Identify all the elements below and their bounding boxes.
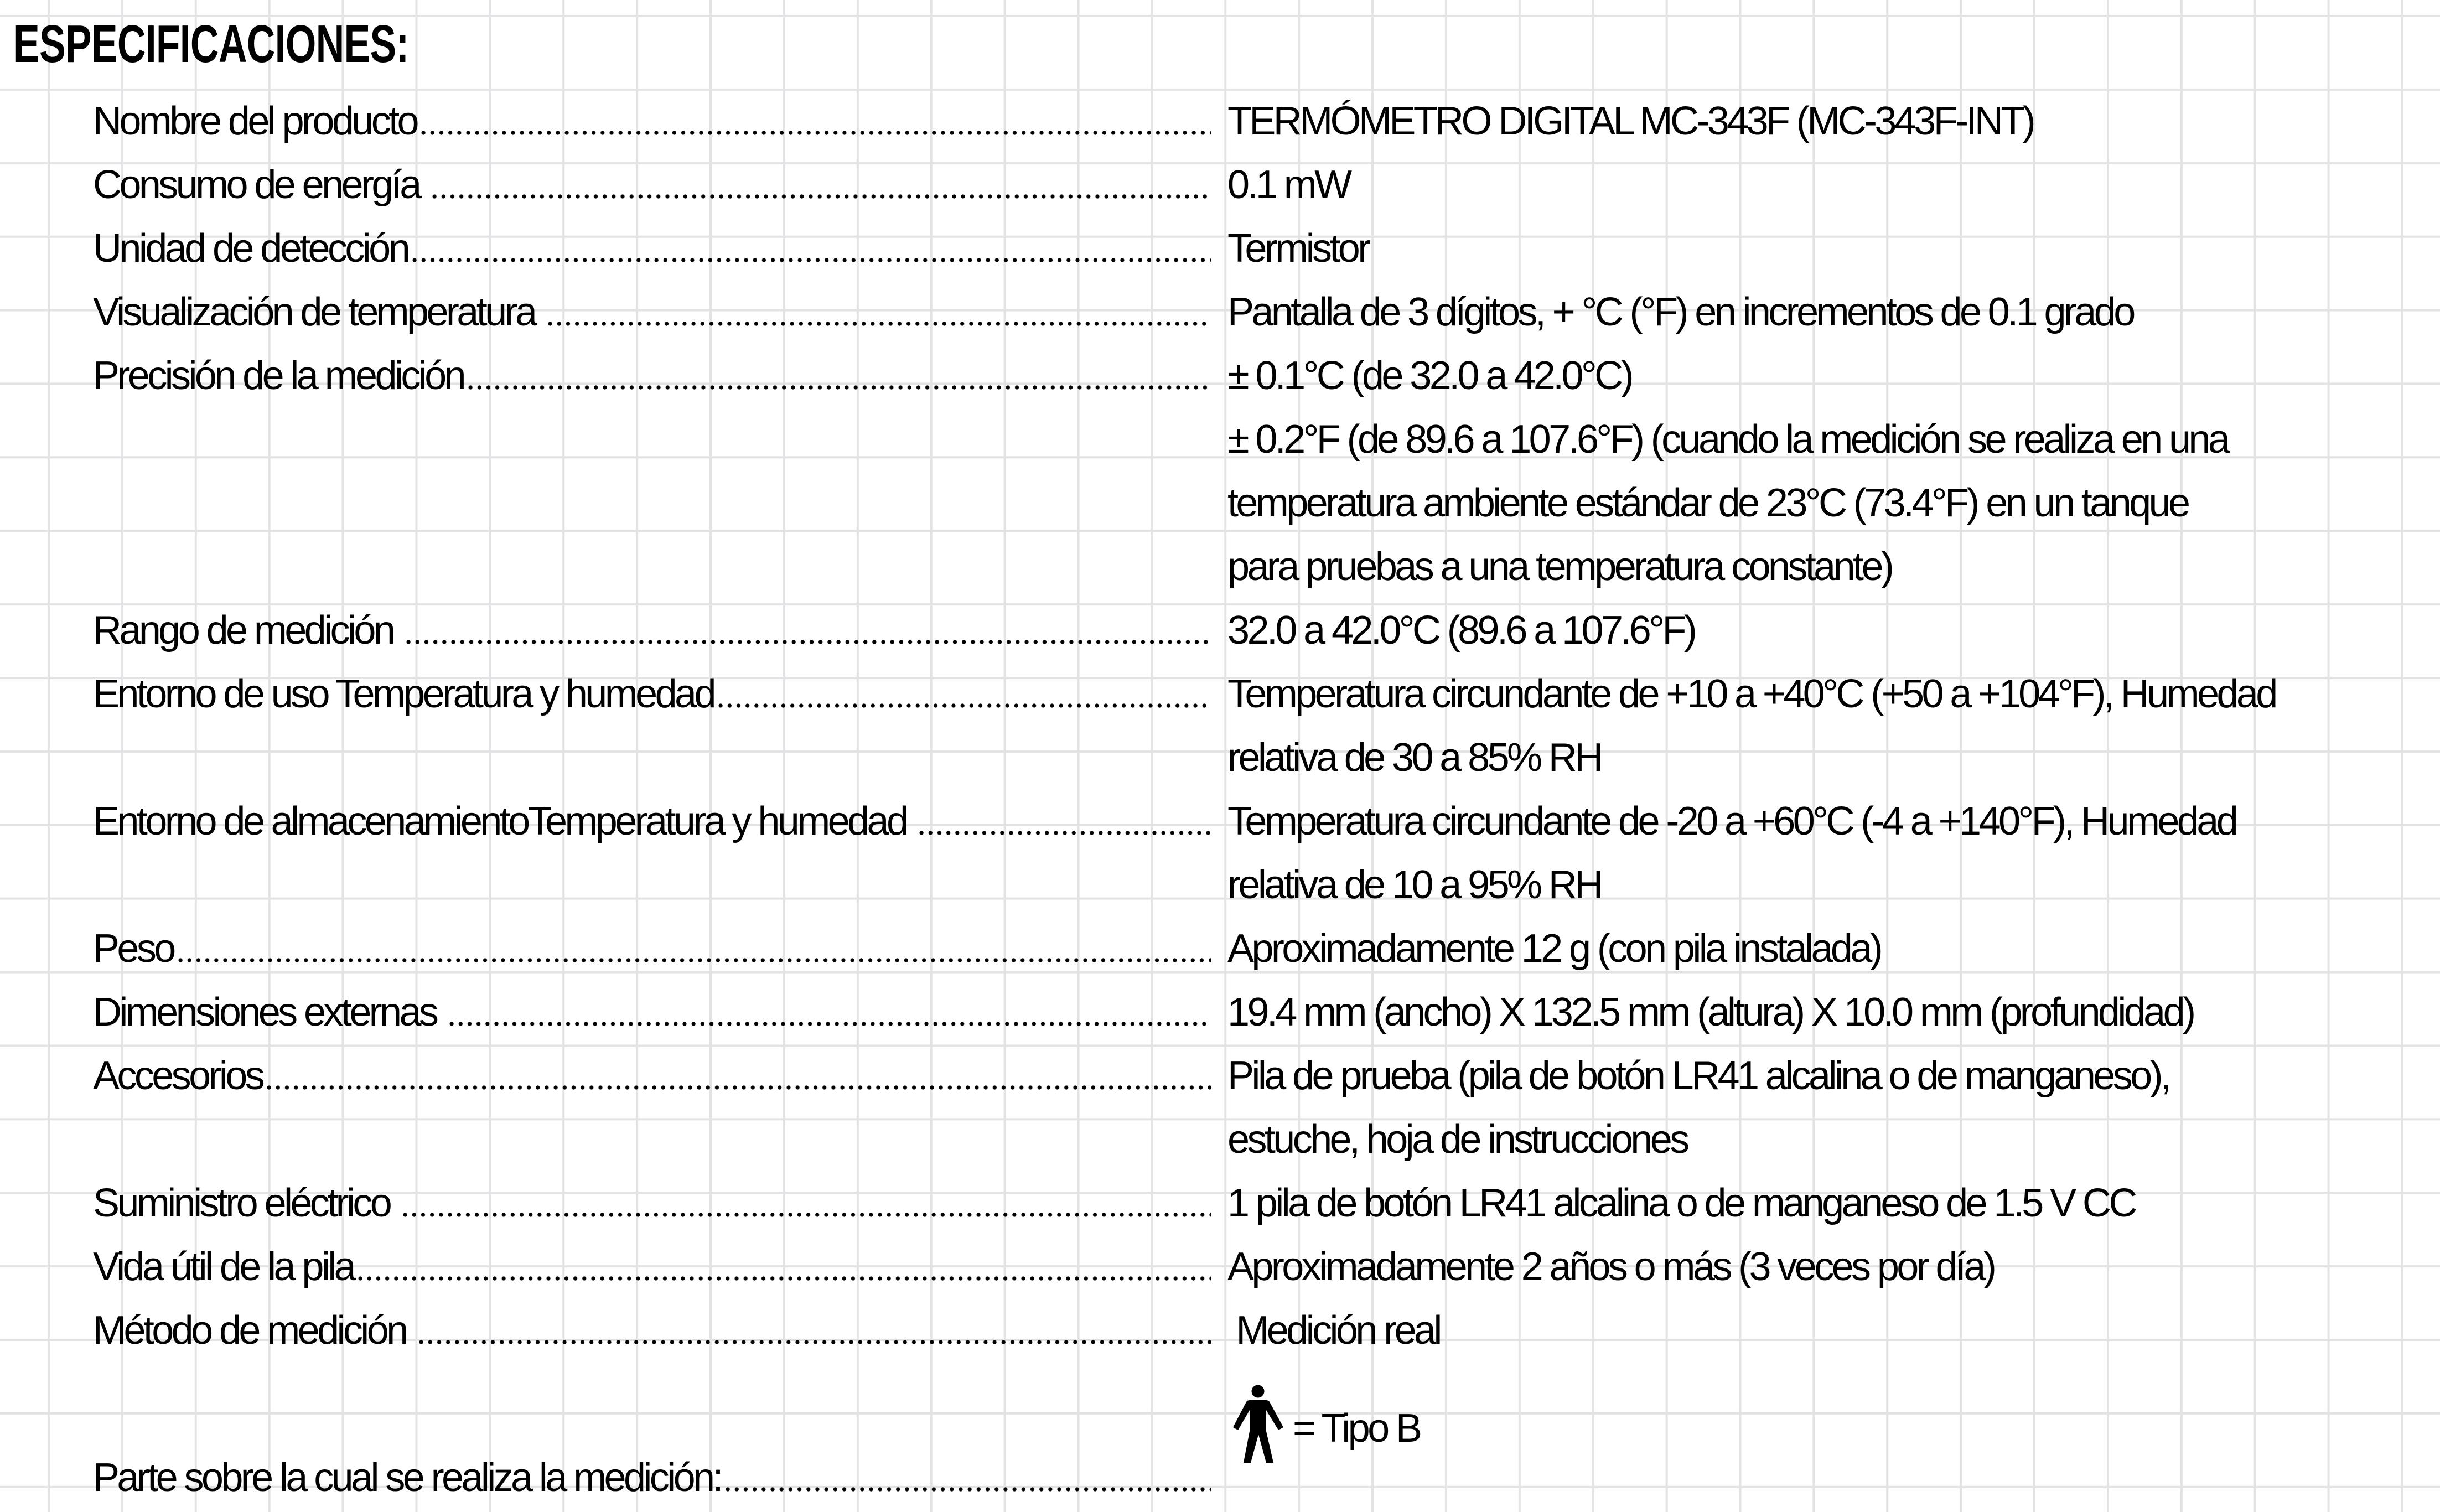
spec-label-wrap: [93, 217, 1211, 281]
spec-value: Pantalla de 3 dígitos, + °C (°F) en incrementos de 0.1 grado: [1227, 290, 2133, 334]
spec-label: Suministro eléctrico: [93, 1181, 398, 1225]
dotted-leader: [917, 790, 1211, 853]
spec-value: Temperatura circundante de -20 a +60°C (-4 a +140°F), Humedad: [1227, 799, 2236, 843]
dotted-leader: [265, 1044, 1211, 1108]
spec-label: Consumo de energía: [93, 163, 428, 207]
spec-label-wrap: [93, 981, 1211, 1044]
spec-label-wrap: [93, 1299, 1211, 1363]
spec-label: Vida útil de la pila: [93, 1245, 354, 1289]
spec-label: Nombre del producto: [93, 99, 417, 143]
dotted-leader: [419, 90, 1211, 153]
spec-row-accessories: [0, 1044, 2440, 1172]
spec-row-storage-environment: [0, 790, 2440, 917]
spec-row-weight: [0, 917, 2440, 981]
spec-value: 19.4 mm (ancho) X 132.5 mm (altura) X 10.0 mm (profundidad): [1227, 990, 2194, 1034]
spec-value: relativa de 10 a 95% RH: [1227, 863, 1601, 907]
spec-label-wrap: [93, 1044, 1211, 1108]
spec-value: 1 pila de botón LR41 alcalina o de manganeso de 1.5 V CC: [1227, 1181, 2135, 1225]
spec-values: [1227, 153, 2439, 217]
spec-value: TERMÓMETRO DIGITAL MC-343F (MC-343F-INT): [1227, 99, 2034, 143]
spec-row-measurement-range: [0, 599, 2440, 662]
spec-value: Termistor: [1227, 226, 1369, 271]
dotted-leader: [410, 217, 1211, 281]
spec-label-wrap: [93, 1446, 1211, 1510]
spec-label-wrap: [93, 790, 1211, 853]
dotted-leader: [176, 917, 1211, 981]
spec-label: Accesorios: [93, 1054, 263, 1098]
spec-values: [1227, 790, 2439, 917]
spec-values: [1227, 217, 2439, 281]
spec-row-power-supply: [0, 1172, 2440, 1235]
spec-values: [1227, 281, 2439, 344]
dotted-leader: [723, 1446, 1211, 1510]
spec-row-temperature-display: [0, 281, 2440, 344]
spec-value: Pila de prueba (pila de botón LR41 alcalina o de manganeso),: [1227, 1054, 2169, 1098]
spec-value: relativa de 30 a 85% RH: [1227, 736, 1601, 780]
spec-values: [1227, 662, 2439, 790]
specifications-list: [0, 90, 2440, 1363]
spec-label-wrap: [93, 917, 1211, 981]
spec-value: Aproximadamente 12 g (con pila instalada): [1227, 926, 1881, 971]
dotted-leader: [404, 599, 1211, 662]
spec-label: Unidad de detección: [93, 226, 408, 271]
spec-values: [1227, 1172, 2439, 1235]
spec-value: ± 0.2°F (de 89.6 a 107.6°F) (cuando la medición se realiza en una: [1227, 417, 2228, 462]
spec-label-wrap: [93, 153, 1211, 217]
spec-row-measurement-method: [0, 1299, 2440, 1363]
spec-row-product-name: [0, 90, 2440, 153]
spec-value: temperatura ambiente estándar de 23°C (73.4°F) en un tanque: [1227, 481, 2188, 525]
dotted-leader: [447, 981, 1211, 1044]
spec-label: Dimensiones externas: [93, 990, 445, 1034]
spec-value: Medición real: [1227, 1308, 1440, 1353]
spec-value: ± 0.1°C (de 32.0 a 42.0°C): [1227, 354, 1631, 398]
spec-values: [1227, 1235, 2439, 1299]
applied-part-value: [1233, 1384, 1420, 1467]
spec-label-wrap: [93, 281, 1211, 344]
spec-row-measurement-accuracy: [0, 344, 2440, 599]
dotted-leader: [466, 344, 1211, 408]
spec-label: Precisión de la medición: [93, 354, 464, 398]
dotted-leader: [356, 1235, 1211, 1299]
spec-label: Parte sobre la cual se realiza la medición:: [93, 1456, 721, 1500]
spec-values: [1227, 1044, 2439, 1172]
spec-label: Rango de medición: [93, 608, 402, 653]
spec-value: Temperatura circundante de +10 a +40°C (+50 a +104°F), Humedad: [1227, 672, 2276, 716]
spec-label-wrap: [93, 1235, 1211, 1299]
spec-label-wrap: [93, 344, 1211, 408]
spec-value: Aproximadamente 2 años o más (3 veces por día): [1227, 1245, 1995, 1289]
page-title: ESPECIFICACIONES:: [13, 14, 409, 74]
dotted-leader: [546, 281, 1211, 344]
spec-row-external-dimensions: [0, 981, 2440, 1044]
applied-part-type: = Tipo B: [1293, 1406, 1420, 1451]
dotted-leader: [430, 153, 1211, 217]
spec-values: [1227, 917, 2439, 981]
dotted-leader: [401, 1172, 1211, 1235]
spec-values: [1227, 981, 2439, 1044]
spec-row-power-consumption: [0, 153, 2440, 217]
spec-row-battery-life: [0, 1235, 2440, 1299]
spec-values: [1227, 344, 2439, 599]
spec-values: [1227, 599, 2439, 662]
spec-label: Visualización de temperatura: [93, 290, 543, 334]
spec-row-operating-environment: [0, 662, 2440, 790]
spec-label-wrap: [93, 662, 1211, 726]
spec-value: para pruebas a una temperatura constante): [1227, 545, 1892, 589]
body-type-b-person-icon: [1233, 1385, 1284, 1464]
spec-label-wrap: [93, 90, 1211, 153]
spec-label: Peso: [93, 926, 174, 971]
spec-value: estuche, hoja de instrucciones: [1227, 1117, 1687, 1162]
spec-row-sensing-unit: [0, 217, 2440, 281]
spec-label: Entorno de almacenamientoTemperatura y humedad: [93, 799, 915, 843]
dotted-leader: [417, 1299, 1211, 1363]
spec-value: 32.0 a 42.0°C (89.6 a 107.6°F): [1227, 608, 1695, 653]
spec-label: Entorno de uso Temperatura y humedad: [93, 672, 714, 716]
spec-label-wrap: [93, 599, 1211, 662]
spec-label-wrap: [93, 1172, 1211, 1235]
spec-values: [1227, 1299, 2439, 1363]
spec-label: Método de medición: [93, 1308, 415, 1353]
spec-values: [1227, 90, 2439, 153]
dotted-leader: [716, 662, 1211, 726]
spec-value: 0.1 mW: [1227, 163, 1350, 207]
